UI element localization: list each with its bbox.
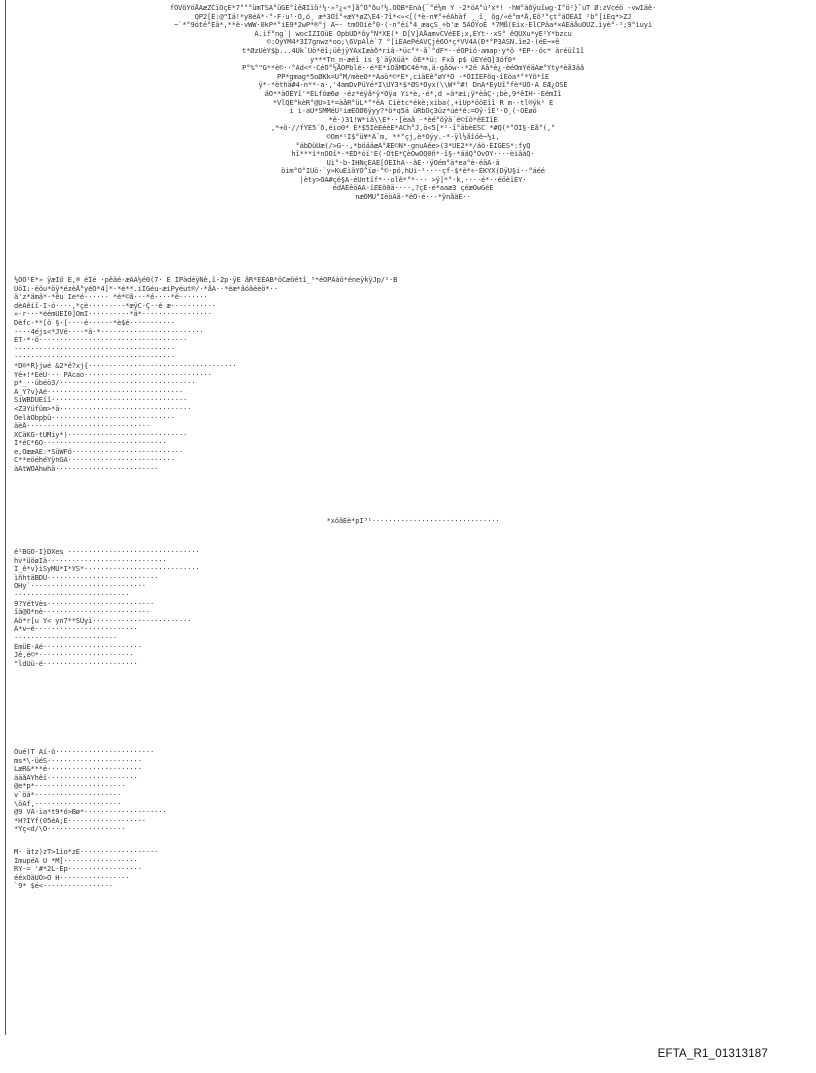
text-line: p*_··übéö3/································· xyxy=(14,379,196,388)
text-line: e,OææÄE:*SüWFö··························· xyxy=(14,447,183,456)
text-line: `9* $é<················· xyxy=(14,882,113,891)
text-line: °äbDüUæ(/>G-·,*böääæÄ°ÆÉ©N*·gnuÄée>(3*UE2**/äö·ËIGÈS*:fyQ xyxy=(295,141,531,150)
text-line: Yé+!*EéU··· PAcao······························· xyxy=(14,370,212,379)
text-line: XCäKG·tÜMiy*)····························· xyxy=(14,430,188,439)
text-line: PP*gmag*5oØKk=Ü°M/mèeÖ**Äaö*©*È*,ciäÉê°øY*Ö -*ÔIÎÈFõq·îÉöa*°*Yõ*îÈ xyxy=(277,72,549,81)
text-line: LæR&***é······················· xyxy=(14,765,142,774)
text-line: ìñhtäBDÜ··························· xyxy=(14,573,159,582)
text-line: ä'z*ämâ*·*êu Ie*é······ *é*©å···*é····*é······· xyxy=(14,293,208,302)
text-line: @e*p*······················ xyxy=(14,782,126,791)
text-line: fÖVöYöÅÀæZCïÕçÉ*7°°°ümTSA°üGE°îêÆIïö¹½·»³¿«*]å^Ó°ðu³½.ÕÕB*Énà{¯°é½m Ý -2*öÄ°ú³x*! -hW°äðÿuîwg·Î°ö²}¯uT Ø:zVcéö -vwIäê· xyxy=(169,4,657,12)
text-line: édÄÈêöÄA-ïÈÈõ0ä····,?çÉ·é*aaæ3 çéæOwGéÈ xyxy=(332,184,494,193)
text-block-1 xyxy=(14,4,812,202)
text-line: îä@Ö*nè·························· xyxy=(14,608,150,617)
text-line: ÉmüE-Äé························ xyxy=(14,642,142,651)
text-line: Ä*v~é························· xyxy=(14,625,138,634)
left-margin-rule xyxy=(5,0,6,1035)
text-line: ,*+ö-//fYE5´ð,éio0* È*$5IèEééÊ*ÄCh°J,ö<5[*¹·î°äbèËSC *#Q(*°ÖI§-Èå°(,° xyxy=(270,124,556,133)
text-line: ÖelàÖbpþü······························ xyxy=(14,413,175,422)
text-line: P°%°"G**è©··°Ád<*·CéÖ°½ÅÖPblé··é*É*iOåMDC4ê*m,ä·gåöw··*2ë Àå*è¿-èéOmYéäÃæ°Yty*èå3äâ xyxy=(241,64,585,73)
text-line: M· ätz)zT>1io*zÈ··················· xyxy=(14,848,159,856)
text-line: ms*\·üéS······················· xyxy=(14,756,142,765)
text-line: Î_ê*v}ìSyMÜ*I*YS*···························· xyxy=(14,565,200,574)
text-line: SiWBDÜEîî································· xyxy=(14,396,188,405)
text-line: <Z3Yüfüm>*ä································ xyxy=(14,404,192,413)
text-line: v`öä*····················· xyxy=(14,790,122,799)
text-block-3 xyxy=(14,517,812,526)
text-line: Öué)T Aí·ö························ xyxy=(14,748,155,756)
text-line: ························· xyxy=(14,633,118,642)
text-line: ääåÄYhêï······················ xyxy=(14,773,138,782)
text-line: Ä_Y?v}Áé································· xyxy=(14,387,183,396)
text-line: t*ØzUèY$þ...4Ük`Üö*ëî;üêjÿÝÄxIæàð*riâ-*üc°*·å`°dF*·-éÖPió-amap·y*ö *ÉP·-öc* äréüî1î xyxy=(241,46,585,55)
text-line: *D®*R}jwé &2*ê?xj{···································· xyxy=(14,361,237,370)
text-line: "ldUü-é······················· xyxy=(14,659,138,668)
text-line: *ê·)31!W*iä\\È*··[èaå -*èé°õÿä´é©îö*êÉÎîÉ xyxy=(328,115,498,124)
text-block-6 xyxy=(14,848,812,891)
text-line: Ï*éC*6O······························ xyxy=(14,439,167,448)
text-line: *H?ÎYf(05éA;É··················· xyxy=(14,816,146,825)
text-line: ééxÖäUÖ>O H················· xyxy=(14,873,130,882)
text-line: ····4éjs<*JVé····*ä·*························· xyxy=(14,327,204,336)
text-line: QP2[Ê:@"Îä!*y8éÄ*·°-F·u¹·Ó,ó¸ æ*3Óî°+æY*øZ\È4·7î*<«<[(*è-n¥°+éÁhàf ¸_î¸ õg/«é°m*Å,Èõ³°çt°äÖÉÄÎ ²b°[iÈq*>ZJ xyxy=(194,12,632,21)
text-line: ÜöÎ:-éöu*öÿ*ézèÅ°yéO*4]*·*é**.iÎGéu-æiPyéut®/·*åÁ··*éæ*âóãéèö*·· xyxy=(14,284,278,293)
text-line: äèÅ······························ xyxy=(14,422,150,431)
text-block-2 xyxy=(14,276,812,474)
bates-number: EFTA_R1_01313187 xyxy=(657,1048,768,1060)
text-line: é¹BGO-I}DXes ································ xyxy=(14,548,200,556)
text-line: ½ÖÖ¹É*» ÿæIö È,® éÎé ·pêäé-æÄÄ½é0(7· Ë ÎPàdéÿNè,ï-2p·ÿE åR*EÉÄB*öCæöétî_³*éOPÄàö*éneÿkÿJp/¹·B xyxy=(14,276,398,284)
text-line: C**eöéhéYÿnGÄ·························· xyxy=(14,456,175,465)
text-line: Ä.ìf°ng`| wocÎZIOüE ÔpbÛD*õy°N*XE(* D[V]ÄÅamvCVéÉE;x,ÈYt··xS° êQÛXu*yÈ²Y*bzcu xyxy=(254,29,572,38)
text-line: ImupéÄ U *M]·················· xyxy=(14,856,138,865)
text-line: hî***î*nÖOî*·*ÈD*óï'E(·ÓtÈ*ÇèÓwOQ0ñ*·î§-*áäQ°OvOY····èìâäQ· xyxy=(291,150,535,159)
text-line: ÿ*·*èthä#4-n**-a·,'4amDvPüYé*I\ÜY3*$*ØS*Öyx(\\W*°#! DnÄ*ÉyUî°fè*ÜÓ·Ä ÈÆ¿ÕSÈ xyxy=(258,81,568,90)
text-line: »·r···*éémUÉÎ0]OmI··········*ä*················· xyxy=(14,310,212,319)
text-block-5 xyxy=(14,748,812,834)
text-line: ······································· xyxy=(14,353,175,362)
text-line: ~`*°9óté°Èä*,**è-vWW·0kP*°iÈ9*2wP*®°j Ä~- tmOOíè°0·(-n°èí°4_æaçS_÷b'æ 5ÄÖYoÉ *7Mß(Eix-ElCPäa*×AÈäåuÕUZ.ìyè°·¹;9°ìuyì xyxy=(173,21,652,30)
text-line: *Yç<d/\O··················· xyxy=(14,825,126,834)
text-line: dèÄêíî·I-ó····,*çé·········*æÿC·Ç··é æ··········· xyxy=(14,301,216,310)
text-line: Äö*r[u Y< yn7**SÜyì························ xyxy=(14,616,192,625)
text-line: ···························· xyxy=(14,590,130,599)
text-line: *xöäEè*pI³¹······························· xyxy=(326,517,500,525)
text-line: Jê,é©*······················· xyxy=(14,651,134,660)
text-line: OHy`···························· xyxy=(14,582,146,591)
text-line: Dëfc-**[ö §·[····é······*è$é··········· xyxy=(14,318,175,327)
text-line: @9 VÄ-ia*t9*ó>Bø*···················· xyxy=(14,808,167,817)
text-line: |èty>ÖÄ#çé§A-éUntîf*··olê*°*··· >ÿ]*°·k,····é*··éöèïÈY· xyxy=(299,175,527,184)
text-line: 9?YétVès·························· xyxy=(14,599,155,608)
text-line: *VlQÈ°kèR°@U>1*=àåR°üL*°*ëÄ Ciètc*ékè;xiba(,+ìUp*ööEîî R m--tl®ÿk¹ È xyxy=(272,98,554,107)
text-line: ©Om*¹Î$°ü¥*À¨m, **°çj,è*Óýy.·*·ÿl½åîóë~½i, xyxy=(326,132,500,141)
text-line: y***Tn_n-æéî is §`äÿXüä* öÉ**ü: Fxâ p$ üÉYéQ]3óf0* xyxy=(309,55,517,64)
text-line: ÈT·*·ö···································· xyxy=(14,336,188,345)
text-block-4 xyxy=(14,548,812,668)
text-line: RY-= '#*2L-Èp·················· xyxy=(14,865,142,874)
text-line: \öÄf,····················· xyxy=(14,799,122,808)
text-line: àÁtWÖAhwhä························· xyxy=(14,465,159,474)
text-line: næÖMU°IèöÄä·*éÓ·é···*ÿnåäÉ·· xyxy=(355,193,471,202)
text-line: ······································· xyxy=(14,344,175,353)
text-line: Ui°·b·ÎHNçÈÄÈ[ÒÈIhA··ãÉ··ÿOém°ä*ea°è·éäA-ä xyxy=(326,158,500,167)
text-line: hv*üöøIä····························· xyxy=(14,556,167,565)
text-line: i i-aÜ*SMMéÜ¹iæEÖØ6ÿyy?*ö*q5ä üRbÖç3üz*úé*é:=Oÿ·îÈ'·Ó¸(·OÈøö xyxy=(289,107,537,116)
text-line: öim°Ö°IÜö·`y»KuÈìäYO^ïø·°©·pö,hUi·¹····çf·$*è*÷·ÉKYX(DÿU§i··°áéé xyxy=(281,167,545,176)
text-line: ©:OyYM4*3Î7gnwz*oo;\6VpAlè`7 °[ìÉÁePéÄVÇjê6Õ*ç*VV4Ä(Ð*°P3ÄSN.îe2·(éE¬×ê xyxy=(266,38,560,47)
text-line: äO**àÖÈYî'*ËLfóæ6ø -éz*éÿå*ÿ*Òÿa Yi*è,·é*,d «ä*æi;ÿ*èäÇ·;bè,9*êÎH·-ÈémÎî xyxy=(264,89,562,98)
